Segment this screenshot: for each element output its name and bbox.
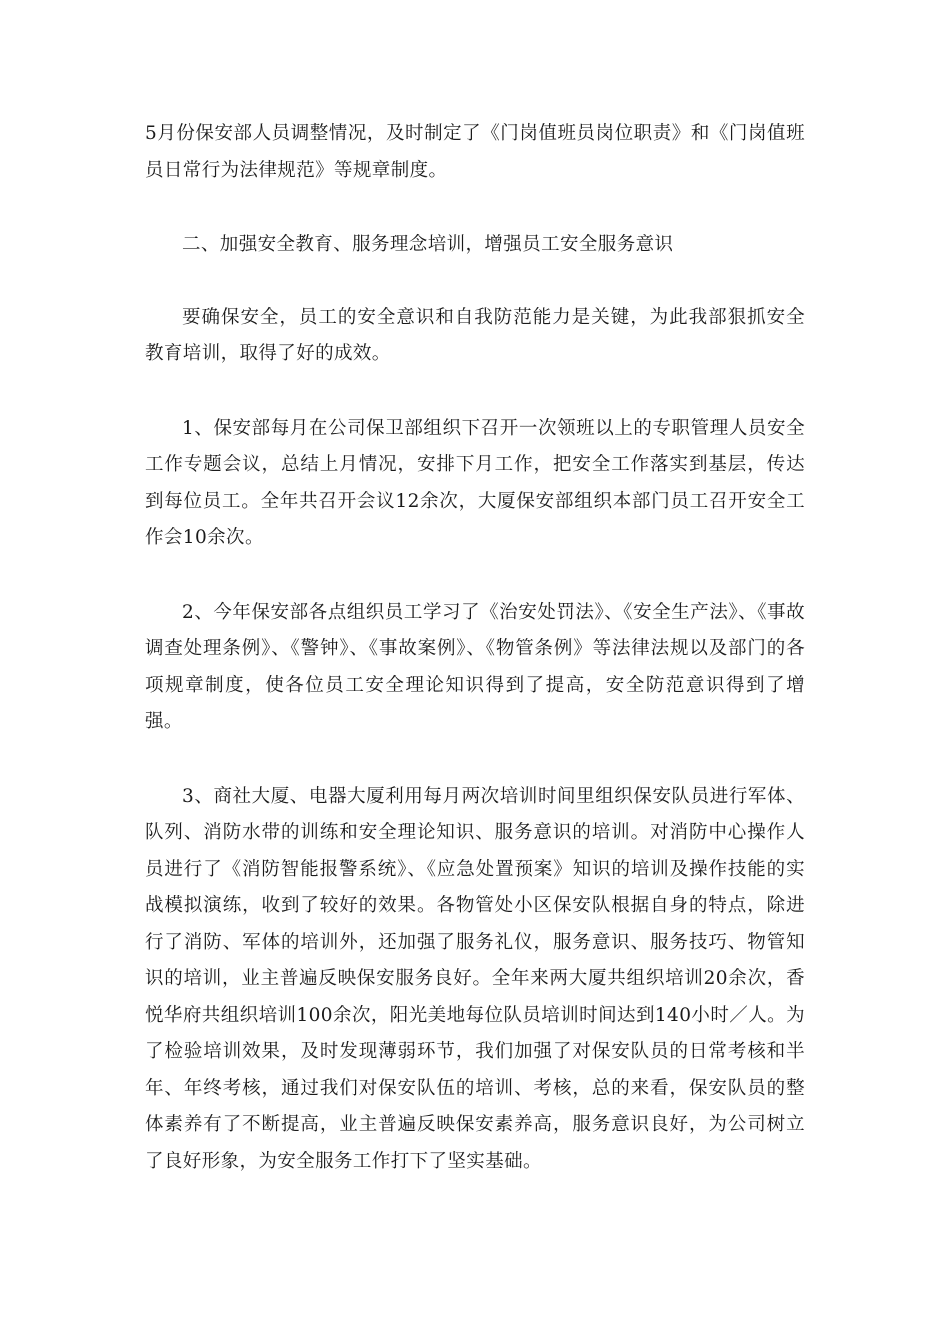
paragraph-item-3: 3、商社大厦、电器大厦利用每月两次培训时间里组织保安队员进行军体、队列、消防水带的训练和安全理论知识、服务意识的培训。对消防中心操作人员进行了《消防智能报警系统》、《应急处置预案》知识的培训及操作技能的实战模拟演练，收到了较好的效果。各物管处小区保安队根据自身的特点，除进行了消防、军体的培训外，还加强了服务礼仪，服务意识、服务技巧、物管知识的培训，业主普遍反映保安服务良好。全年来两大厦共组织培训20余次，香悦华府共组织培训100余次，阳光美地每位队员培训时间达到140小时／人。为了检验培训效果，及时发现薄弱环节，我们加强了对保安队员的日常考核和半年、年终考核，通过我们对保安队伍的培训、考核，总的来看，保安队员的整体素养有了不断提高，业主普遍反映保安素养高，服务意识良好，为公司树立了良好形象，为安全服务工作打下了坚实基础。	[145, 785, 805, 1172]
paragraph-item-1: 1、保安部每月在公司保卫部组织下召开一次领班以上的专职管理人员安全工作专题会议，总结上月情况，安排下月工作，把安全工作落实到基层，传达到每位员工。全年共召开会议12余次，大厦保安部组织本部门员工召开安全工作会10余次。	[145, 417, 805, 548]
paragraph-intro: 要确保安全，员工的安全意识和自我防范能力是关键，为此我部狠抓安全教育培训，取得了好的成效。	[145, 306, 805, 364]
paragraph-item-2: 2、今年保安部各点组织员工学习了《治安处罚法》、《安全生产法》、《事故调查处理条例》、《警钟》、《事故案例》、《物管条例》等法律法规以及部门的各项规章制度，使各位员工安全理论知识得到了提高，安全防范意识得到了增强。	[145, 601, 805, 732]
section-heading: 二、加强安全教育、服务理念培训，增强员工安全服务意识	[182, 234, 674, 255]
paragraph-continued: 5月份保安部人员调整情况，及时制定了《门岗值班员岗位职责》和《门岗值班员日常行为法律规范》等规章制度。	[145, 123, 805, 181]
document-page	[145, 116, 805, 1180]
